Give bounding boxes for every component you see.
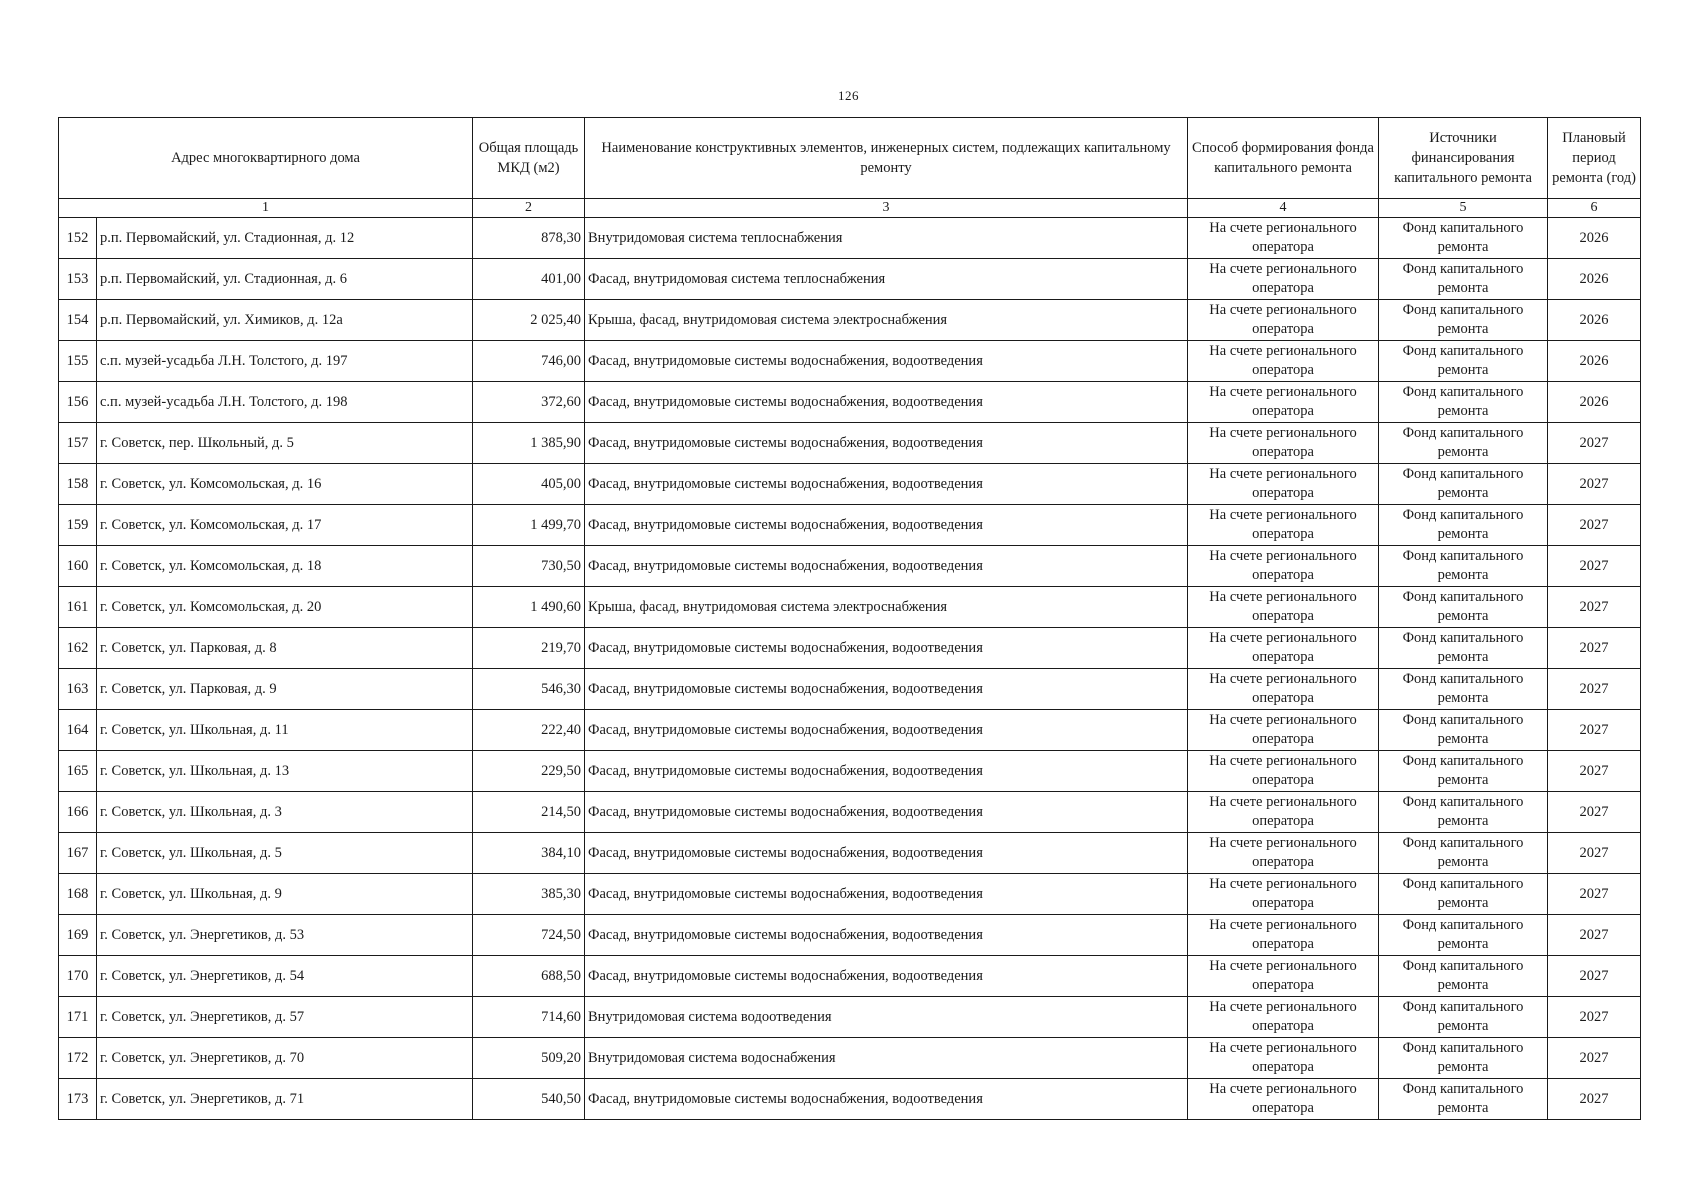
area-cell: 730,50 bbox=[473, 546, 585, 587]
elements-cell: Фасад, внутридомовые системы водоснабжения, водоотведения bbox=[585, 341, 1188, 382]
method-cell: На счете регионального оператора bbox=[1188, 997, 1379, 1038]
header-area: Общая площадь МКД (м2) bbox=[473, 118, 585, 199]
row-number: 167 bbox=[59, 833, 97, 874]
elements-cell: Фасад, внутридомовые системы водоснабжения, водоотведения bbox=[585, 792, 1188, 833]
year-cell: 2026 bbox=[1548, 341, 1641, 382]
area-cell: 1 490,60 bbox=[473, 587, 585, 628]
row-number: 153 bbox=[59, 259, 97, 300]
elements-cell: Фасад, внутридомовые системы водоснабжения, водоотведения bbox=[585, 874, 1188, 915]
address-cell: с.п. музей-усадьба Л.Н. Толстого, д. 197 bbox=[97, 341, 473, 382]
year-cell: 2027 bbox=[1548, 505, 1641, 546]
address-cell: г. Советск, ул. Комсомольская, д. 20 bbox=[97, 587, 473, 628]
year-cell: 2027 bbox=[1548, 792, 1641, 833]
table-row bbox=[59, 1079, 1641, 1120]
source-cell: Фонд капитального ремонта bbox=[1379, 669, 1548, 710]
capital-repair-table bbox=[58, 117, 1641, 1120]
source-cell: Фонд капитального ремонта bbox=[1379, 341, 1548, 382]
address-cell: г. Советск, ул. Энергетиков, д. 57 bbox=[97, 997, 473, 1038]
source-cell: Фонд капитального ремонта bbox=[1379, 710, 1548, 751]
address-cell: г. Советск, ул. Энергетиков, д. 54 bbox=[97, 956, 473, 997]
source-cell: Фонд капитального ремонта bbox=[1379, 997, 1548, 1038]
method-cell: На счете регионального оператора bbox=[1188, 382, 1379, 423]
method-cell: На счете регионального оператора bbox=[1188, 915, 1379, 956]
elements-cell: Фасад, внутридомовые системы водоснабжения, водоотведения bbox=[585, 751, 1188, 792]
method-cell: На счете регионального оператора bbox=[1188, 259, 1379, 300]
row-number: 163 bbox=[59, 669, 97, 710]
elements-cell: Фасад, внутридомовые системы водоснабжения, водоотведения bbox=[585, 710, 1188, 751]
table-body bbox=[59, 218, 1641, 1120]
address-cell: г. Советск, ул. Комсомольская, д. 17 bbox=[97, 505, 473, 546]
source-cell: Фонд капитального ремонта bbox=[1379, 628, 1548, 669]
source-cell: Фонд капитального ремонта bbox=[1379, 956, 1548, 997]
area-cell: 401,00 bbox=[473, 259, 585, 300]
column-number: 2 bbox=[473, 199, 585, 218]
table-row bbox=[59, 956, 1641, 997]
year-cell: 2027 bbox=[1548, 587, 1641, 628]
row-number: 155 bbox=[59, 341, 97, 382]
method-cell: На счете регионального оператора bbox=[1188, 464, 1379, 505]
source-cell: Фонд капитального ремонта bbox=[1379, 423, 1548, 464]
table-row bbox=[59, 464, 1641, 505]
area-cell: 746,00 bbox=[473, 341, 585, 382]
address-cell: г. Советск, ул. Комсомольская, д. 18 bbox=[97, 546, 473, 587]
row-number: 154 bbox=[59, 300, 97, 341]
source-cell: Фонд капитального ремонта bbox=[1379, 1038, 1548, 1079]
row-number: 170 bbox=[59, 956, 97, 997]
year-cell: 2027 bbox=[1548, 1079, 1641, 1120]
table-row bbox=[59, 1038, 1641, 1079]
year-cell: 2027 bbox=[1548, 1038, 1641, 1079]
area-cell: 2 025,40 bbox=[473, 300, 585, 341]
column-number: 3 bbox=[585, 199, 1188, 218]
row-number: 165 bbox=[59, 751, 97, 792]
year-cell: 2027 bbox=[1548, 956, 1641, 997]
table-row bbox=[59, 874, 1641, 915]
row-number: 169 bbox=[59, 915, 97, 956]
address-cell: г. Советск, ул. Комсомольская, д. 16 bbox=[97, 464, 473, 505]
area-cell: 219,70 bbox=[473, 628, 585, 669]
year-cell: 2027 bbox=[1548, 423, 1641, 464]
elements-cell: Фасад, внутридомовые системы водоснабжения, водоотведения bbox=[585, 423, 1188, 464]
source-cell: Фонд капитального ремонта bbox=[1379, 587, 1548, 628]
year-cell: 2026 bbox=[1548, 218, 1641, 259]
year-cell: 2027 bbox=[1548, 833, 1641, 874]
address-cell: г. Советск, ул. Парковая, д. 8 bbox=[97, 628, 473, 669]
year-cell: 2027 bbox=[1548, 874, 1641, 915]
method-cell: На счете регионального оператора bbox=[1188, 423, 1379, 464]
method-cell: На счете регионального оператора bbox=[1188, 669, 1379, 710]
elements-cell: Фасад, внутридомовые системы водоснабжения, водоотведения bbox=[585, 833, 1188, 874]
row-number: 157 bbox=[59, 423, 97, 464]
row-number: 159 bbox=[59, 505, 97, 546]
elements-cell: Фасад, внутридомовая система теплоснабжения bbox=[585, 259, 1188, 300]
area-cell: 878,30 bbox=[473, 218, 585, 259]
elements-cell: Фасад, внутридомовые системы водоснабжения, водоотведения bbox=[585, 1079, 1188, 1120]
column-number: 6 bbox=[1548, 199, 1641, 218]
elements-cell: Внутридомовая система водоснабжения bbox=[585, 1038, 1188, 1079]
table-row bbox=[59, 669, 1641, 710]
elements-cell: Фасад, внутридомовые системы водоснабжения, водоотведения bbox=[585, 464, 1188, 505]
area-cell: 546,30 bbox=[473, 669, 585, 710]
year-cell: 2026 bbox=[1548, 300, 1641, 341]
row-number: 162 bbox=[59, 628, 97, 669]
header-method: Способ формирования фонда капитального ремонта bbox=[1188, 118, 1379, 199]
source-cell: Фонд капитального ремонта bbox=[1379, 464, 1548, 505]
elements-cell: Фасад, внутридомовые системы водоснабжения, водоотведения bbox=[585, 505, 1188, 546]
column-number-row bbox=[59, 199, 1641, 218]
row-number: 158 bbox=[59, 464, 97, 505]
method-cell: На счете регионального оператора bbox=[1188, 218, 1379, 259]
table-row bbox=[59, 628, 1641, 669]
row-number: 161 bbox=[59, 587, 97, 628]
row-number: 173 bbox=[59, 1079, 97, 1120]
elements-cell: Фасад, внутридомовые системы водоснабжения, водоотведения bbox=[585, 669, 1188, 710]
address-cell: г. Советск, ул. Школьная, д. 3 bbox=[97, 792, 473, 833]
table-row bbox=[59, 751, 1641, 792]
address-cell: р.п. Первомайский, ул. Стадионная, д. 6 bbox=[97, 259, 473, 300]
source-cell: Фонд капитального ремонта bbox=[1379, 546, 1548, 587]
elements-cell: Фасад, внутридомовые системы водоснабжения, водоотведения bbox=[585, 956, 1188, 997]
method-cell: На счете регионального оператора bbox=[1188, 628, 1379, 669]
table-row bbox=[59, 382, 1641, 423]
area-cell: 714,60 bbox=[473, 997, 585, 1038]
method-cell: На счете регионального оператора bbox=[1188, 505, 1379, 546]
source-cell: Фонд капитального ремонта bbox=[1379, 218, 1548, 259]
year-cell: 2027 bbox=[1548, 464, 1641, 505]
source-cell: Фонд капитального ремонта bbox=[1379, 915, 1548, 956]
source-cell: Фонд капитального ремонта bbox=[1379, 1079, 1548, 1120]
method-cell: На счете регионального оператора bbox=[1188, 341, 1379, 382]
source-cell: Фонд капитального ремонта bbox=[1379, 751, 1548, 792]
method-cell: На счете регионального оператора bbox=[1188, 874, 1379, 915]
area-cell: 214,50 bbox=[473, 792, 585, 833]
area-cell: 372,60 bbox=[473, 382, 585, 423]
method-cell: На счете регионального оператора bbox=[1188, 587, 1379, 628]
source-cell: Фонд капитального ремонта bbox=[1379, 792, 1548, 833]
row-number: 168 bbox=[59, 874, 97, 915]
year-cell: 2027 bbox=[1548, 915, 1641, 956]
header-source: Источники финансирования капитального ремонта bbox=[1379, 118, 1548, 199]
row-number: 166 bbox=[59, 792, 97, 833]
year-cell: 2027 bbox=[1548, 997, 1641, 1038]
area-cell: 385,30 bbox=[473, 874, 585, 915]
header-elements: Наименование конструктивных элементов, инженерных систем, подлежащих капитальному ремонту bbox=[585, 118, 1188, 199]
source-cell: Фонд капитального ремонта bbox=[1379, 833, 1548, 874]
area-cell: 1 499,70 bbox=[473, 505, 585, 546]
column-number: 1 bbox=[59, 199, 473, 218]
row-number: 164 bbox=[59, 710, 97, 751]
area-cell: 509,20 bbox=[473, 1038, 585, 1079]
year-cell: 2026 bbox=[1548, 259, 1641, 300]
method-cell: На счете регионального оператора bbox=[1188, 1079, 1379, 1120]
row-number: 152 bbox=[59, 218, 97, 259]
address-cell: р.п. Первомайский, ул. Стадионная, д. 12 bbox=[97, 218, 473, 259]
row-number: 171 bbox=[59, 997, 97, 1038]
table-row bbox=[59, 505, 1641, 546]
address-cell: г. Советск, ул. Школьная, д. 11 bbox=[97, 710, 473, 751]
table-row bbox=[59, 423, 1641, 464]
elements-cell: Фасад, внутридомовые системы водоснабжения, водоотведения bbox=[585, 382, 1188, 423]
method-cell: На счете регионального оператора bbox=[1188, 956, 1379, 997]
column-number: 5 bbox=[1379, 199, 1548, 218]
method-cell: На счете регионального оператора bbox=[1188, 300, 1379, 341]
elements-cell: Фасад, внутридомовые системы водоснабжения, водоотведения bbox=[585, 915, 1188, 956]
address-cell: г. Советск, ул. Энергетиков, д. 53 bbox=[97, 915, 473, 956]
header-row bbox=[59, 118, 1641, 199]
row-number: 156 bbox=[59, 382, 97, 423]
year-cell: 2026 bbox=[1548, 382, 1641, 423]
row-number: 172 bbox=[59, 1038, 97, 1079]
year-cell: 2027 bbox=[1548, 710, 1641, 751]
table-row bbox=[59, 300, 1641, 341]
row-number: 160 bbox=[59, 546, 97, 587]
header-address: Адрес многоквартирного дома bbox=[59, 118, 473, 199]
area-cell: 724,50 bbox=[473, 915, 585, 956]
elements-cell: Крыша, фасад, внутридомовая система электроснабжения bbox=[585, 587, 1188, 628]
method-cell: На счете регионального оператора bbox=[1188, 1038, 1379, 1079]
area-cell: 405,00 bbox=[473, 464, 585, 505]
elements-cell: Фасад, внутридомовые системы водоснабжения, водоотведения bbox=[585, 628, 1188, 669]
method-cell: На счете регионального оператора bbox=[1188, 792, 1379, 833]
year-cell: 2027 bbox=[1548, 751, 1641, 792]
method-cell: На счете регионального оператора bbox=[1188, 546, 1379, 587]
method-cell: На счете регионального оператора bbox=[1188, 710, 1379, 751]
table-row bbox=[59, 710, 1641, 751]
elements-cell: Фасад, внутридомовые системы водоснабжения, водоотведения bbox=[585, 546, 1188, 587]
table-row bbox=[59, 915, 1641, 956]
area-cell: 688,50 bbox=[473, 956, 585, 997]
table-row bbox=[59, 833, 1641, 874]
area-cell: 222,40 bbox=[473, 710, 585, 751]
address-cell: р.п. Первомайский, ул. Химиков, д. 12а bbox=[97, 300, 473, 341]
area-cell: 540,50 bbox=[473, 1079, 585, 1120]
year-cell: 2027 bbox=[1548, 669, 1641, 710]
page-number: 126 bbox=[838, 88, 859, 103]
address-cell: г. Советск, ул. Парковая, д. 9 bbox=[97, 669, 473, 710]
table-row bbox=[59, 341, 1641, 382]
address-cell: г. Советск, ул. Энергетиков, д. 70 bbox=[97, 1038, 473, 1079]
elements-cell: Внутридомовая система водоотведения bbox=[585, 997, 1188, 1038]
source-cell: Фонд капитального ремонта bbox=[1379, 300, 1548, 341]
elements-cell: Внутридомовая система теплоснабжения bbox=[585, 218, 1188, 259]
area-cell: 1 385,90 bbox=[473, 423, 585, 464]
column-number: 4 bbox=[1188, 199, 1379, 218]
elements-cell: Крыша, фасад, внутридомовая система электроснабжения bbox=[585, 300, 1188, 341]
method-cell: На счете регионального оператора bbox=[1188, 751, 1379, 792]
address-cell: г. Советск, пер. Школьный, д. 5 bbox=[97, 423, 473, 464]
header-period: Плановый период ремонта (год) bbox=[1548, 118, 1641, 199]
table-row bbox=[59, 546, 1641, 587]
table-row bbox=[59, 997, 1641, 1038]
method-cell: На счете регионального оператора bbox=[1188, 833, 1379, 874]
address-cell: г. Советск, ул. Школьная, д. 13 bbox=[97, 751, 473, 792]
address-cell: г. Советск, ул. Школьная, д. 9 bbox=[97, 874, 473, 915]
area-cell: 384,10 bbox=[473, 833, 585, 874]
area-cell: 229,50 bbox=[473, 751, 585, 792]
source-cell: Фонд капитального ремонта bbox=[1379, 382, 1548, 423]
table-row bbox=[59, 587, 1641, 628]
year-cell: 2027 bbox=[1548, 546, 1641, 587]
address-cell: г. Советск, ул. Школьная, д. 5 bbox=[97, 833, 473, 874]
address-cell: г. Советск, ул. Энергетиков, д. 71 bbox=[97, 1079, 473, 1120]
source-cell: Фонд капитального ремонта bbox=[1379, 259, 1548, 300]
table-row bbox=[59, 792, 1641, 833]
year-cell: 2027 bbox=[1548, 628, 1641, 669]
source-cell: Фонд капитального ремонта bbox=[1379, 874, 1548, 915]
table-row bbox=[59, 259, 1641, 300]
source-cell: Фонд капитального ремонта bbox=[1379, 505, 1548, 546]
address-cell: с.п. музей-усадьба Л.Н. Толстого, д. 198 bbox=[97, 382, 473, 423]
table-row bbox=[59, 218, 1641, 259]
